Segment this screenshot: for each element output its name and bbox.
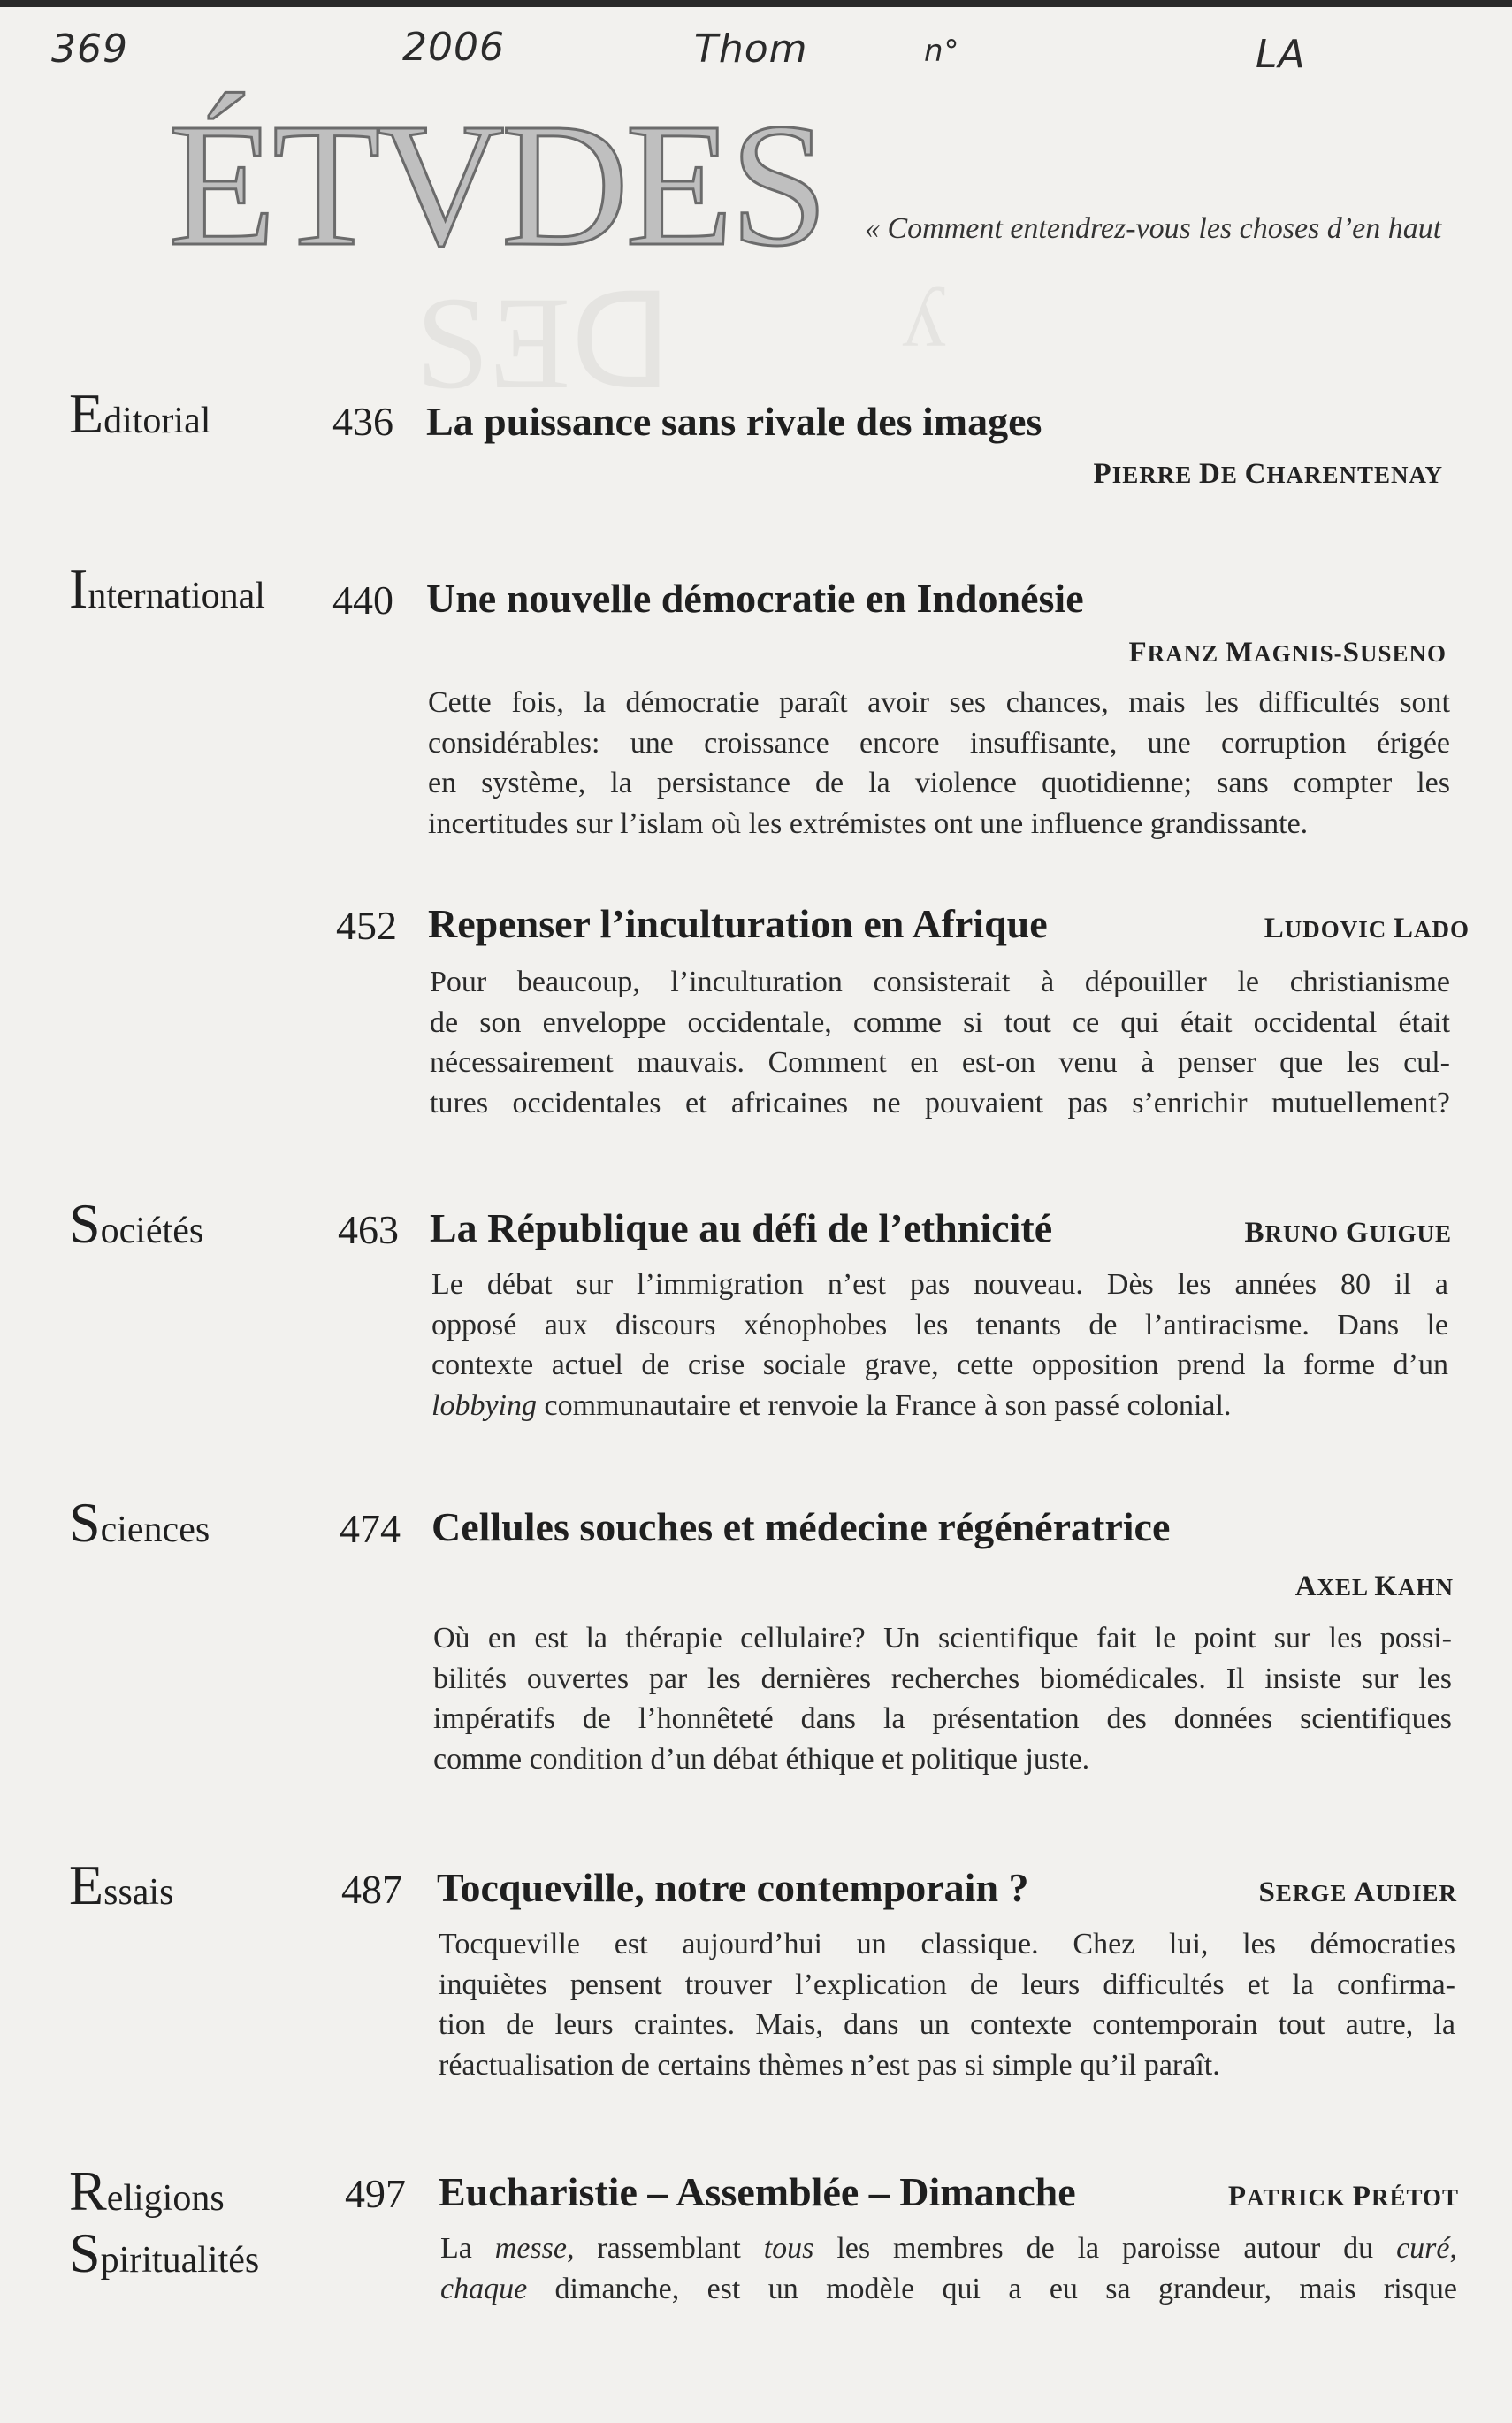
article-author: SERGE AUDIER <box>1258 1876 1457 1908</box>
top-edge <box>0 0 1512 7</box>
article-title: La République au défi de l’ethnicité <box>430 1205 1053 1250</box>
section-international: International <box>69 557 265 620</box>
page-number: 474 <box>340 1506 401 1551</box>
masthead-logo: ÉTVDES <box>168 88 825 283</box>
page-number: 440 <box>332 577 393 623</box>
section-sciences: Sciences <box>69 1491 210 1554</box>
article-author: LUDOVIC LADO <box>1264 913 1470 944</box>
handwritten-note: Thom <box>694 27 808 72</box>
handwritten-note: 369 <box>51 27 128 72</box>
article-title: Une nouvelle démocratie en Indonésie <box>426 576 1084 621</box>
article-title: Repenser l’inculturation en Afrique <box>428 901 1048 946</box>
section-spiritualites: Spiritualités <box>69 2221 260 2284</box>
handwritten-note: 2006 <box>402 25 505 70</box>
section-societes: Sociétés <box>69 1192 204 1255</box>
article-abstract: La messe, rassemblant tous les membres de la paroisse autour du curé, chaque dimanche, est un modèle qui a eu sa grandeur, mais risque <box>440 2232 1458 2305</box>
page-number: 463 <box>338 1207 399 1252</box>
article-title: La puissance sans rivale des images <box>426 399 1042 444</box>
section-editorial: Editorial <box>69 382 211 445</box>
article-abstract: Le débat sur l’immigration n’est pas nouveau. Dès les années 80 il a opposé aux discours xénophobes les tenants de l’antiracisme. Dans le contexte actuel de crise sociale grave, cette opposition prend la forme d’un lobbying communautaire et renvoie la France à son passé colonial. <box>431 1268 1448 1422</box>
page-number: 452 <box>336 903 397 948</box>
section-essais: Essais <box>69 1854 174 1916</box>
article-title: Cellules souches et médecine régénératrice <box>431 1504 1171 1549</box>
handwritten-note: LA <box>1256 32 1306 77</box>
article-abstract: Tocqueville est aujourd’hui un classique. Chez lui, les démocraties inquiètes pensent trouver l’explication de leurs difficultés et la confirma- tion de leurs craintes. Mais, dans un contexte contemporain tout autre, la réactualisation de certains thèmes n’est pas si simple qu’il paraît. <box>439 1928 1455 2082</box>
article-author: BRUNO GUIGUE <box>1244 1217 1452 1249</box>
tagline: « Comment entendrez-vous les choses d’en haut <box>865 212 1442 245</box>
article-abstract: Cette fois, la démocratie paraît avoir ses chances, mais les difficultés sont considérables: une croissance encore insuffisante, une corruption érigée en système, la persistance de la violence quotidienne; sans compter les incertitudes sur l’islam où les extrémistes ont une influence grandissante. <box>428 686 1450 840</box>
section-religions: Religions <box>69 2159 225 2222</box>
handwritten-note: n° <box>924 34 960 69</box>
article-author: PATRICK PRÉTOT <box>1227 2181 1459 2213</box>
page-number: 487 <box>341 1867 402 1912</box>
bleed-through: SƎᗡ <box>416 270 673 417</box>
article-title: Eucharistie – Assemblée – Dimanche <box>439 2169 1076 2214</box>
article-title: Tocqueville, notre contemporain ? <box>437 1865 1029 1910</box>
article-author: PIERRE DE CHARENTENAY <box>1093 458 1443 490</box>
page-number: 497 <box>345 2171 406 2216</box>
article-abstract: Pour beaucoup, l’inculturation consisterait à dépouiller le christianisme de son enveloppe occidentale, comme si tout ce qui était occidental était nécessairement mauvais. Comment en est-on venu à penser que les cul- tures occidentales et africaines ne pouvaient pas s’enrichir mutuellement? <box>430 966 1450 1120</box>
bleed-through: ʎ <box>902 267 946 365</box>
page-number: 436 <box>332 399 393 444</box>
article-abstract: Où en est la thérapie cellulaire? Un scientifique fait le point sur les possi- bilités ouvertes par les dernières recherches biomédicales. Il insiste sur les impératifs de l’honnêteté dans la présentation des données scientifiques comme condition d’un débat éthique et politique juste. <box>433 1622 1452 1776</box>
article-author: AXEL KAHN <box>1294 1571 1454 1602</box>
article-author: FRANZ MAGNIS-SUSENO <box>1128 637 1447 669</box>
